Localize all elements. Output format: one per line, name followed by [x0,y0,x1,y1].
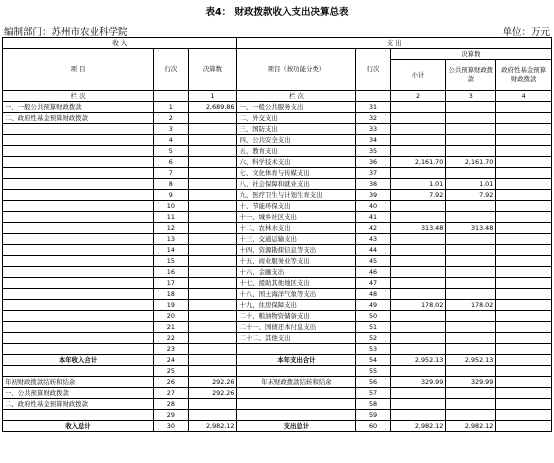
income-amount [188,344,237,355]
expense-gov-fund [496,157,552,168]
expense-rowno: 35 [356,146,390,157]
expense-subtotal [390,410,446,421]
expense-item: 五、教育支出 [237,146,356,157]
table-row [3,201,552,212]
expense-gov-fund [496,333,552,344]
col-label: 栏 次 [3,91,154,102]
income-item: 二、政府性基金预算财政拨款 [3,399,154,410]
expense-subtotal [390,146,446,157]
income-carry-label: 年初财政拨款结转和结余 [3,377,154,388]
income-item [3,344,154,355]
expense-rowno: 39 [356,190,390,201]
expense-public [446,146,496,157]
table-row [3,355,552,366]
expense-gov-fund [496,399,552,410]
expense-public [446,124,496,135]
expense-gov-fund [496,278,552,289]
income-rowno: 1 [154,102,188,113]
income-rowno: 3 [154,124,188,135]
table-row [3,322,552,333]
income-rowno: 20 [154,311,188,322]
expense-public: 313.48 [446,223,496,234]
expense-subtotal [390,267,446,278]
table-row [3,366,552,377]
expense-gov-fund [496,289,552,300]
income-rowno: 14 [154,245,188,256]
income-item: 一、一般公共预算财政拨款 [3,102,154,113]
expense-gov-fund [496,377,552,388]
income-item [3,190,154,201]
table-row [3,245,552,256]
expense-public [446,113,496,124]
expense-rowno: 33 [356,124,390,135]
income-rowno: 19 [154,300,188,311]
income-amount [188,311,237,322]
expense-item [237,399,356,410]
expense-public: 2,952.13 [446,355,496,366]
table-row [3,124,552,135]
income-item [3,300,154,311]
expense-item: 二十一、国债还本付息支出 [237,322,356,333]
income-amount [188,410,237,421]
expense-gov-fund [496,190,552,201]
expense-public [446,212,496,223]
income-item [3,366,154,377]
expense-rowno: 46 [356,267,390,278]
expense-gov-fund [496,168,552,179]
expense-public [446,102,496,113]
expense-rowno: 56 [356,377,390,388]
income-item [3,168,154,179]
expense-public [446,201,496,212]
table-row [3,311,552,322]
income-rowno: 8 [154,179,188,190]
income-amount [188,124,237,135]
expense-rowno: 31 [356,102,390,113]
income-rowno: 25 [154,366,188,377]
expense-item: 二十二、其他支出 [237,333,356,344]
table-row [3,190,552,201]
income-amount [188,267,237,278]
income-rowno: 2 [154,113,188,124]
expense-item: 十三、交通运输支出 [237,234,356,245]
income-rowno: 21 [154,322,188,333]
expense-rowno: 51 [356,322,390,333]
expense-public [446,168,496,179]
expense-public [446,344,496,355]
table-row [3,267,552,278]
expense-item: 十九、住房保障支出 [237,300,356,311]
report-title: 表4： 财政拨款收入支出决算总表 [205,7,349,18]
col1-label: 1 [188,91,237,102]
expense-subtotal: 1.01 [390,179,446,190]
expense-subtotal [390,135,446,146]
expense-header: 支 出 [237,38,552,49]
expense-public: 2,161.70 [446,157,496,168]
income-rowno: 24 [154,355,188,366]
income-rowno: 13 [154,234,188,245]
expense-rowno: 37 [356,168,390,179]
expense-public [446,278,496,289]
expense-subtotal: 329.99 [390,377,446,388]
expense-item: 十四、资源勘探信息等支出 [237,245,356,256]
expense-item: 七、文化体育与传媒支出 [237,168,356,179]
expense-subtotal [390,256,446,267]
income-rowno: 6 [154,157,188,168]
income-amount [188,190,237,201]
expense-public: 329.99 [446,377,496,388]
expense-subtotal [390,212,446,223]
expense-gov-fund [496,179,552,190]
income-item [3,201,154,212]
income-amount [188,333,237,344]
rowno2-header: 行次 [356,49,390,91]
income-item [3,146,154,157]
expense-gov-fund [496,322,552,333]
expense-item: 一、一般公共服务支出 [237,102,356,113]
income-item [3,124,154,135]
income-amount [188,113,237,124]
income-item [3,245,154,256]
income-item [3,278,154,289]
table-row [3,388,552,399]
expense-item: 三、国防支出 [237,124,356,135]
subtotal-header: 小计 [390,60,446,91]
expense-item: 六、科学技术支出 [237,157,356,168]
table-row [3,289,552,300]
expense-item: 十八、国土海洋气象等支出 [237,289,356,300]
table-row [3,256,552,267]
expense-item [237,366,356,377]
income-rowno: 29 [154,410,188,421]
income-rowno: 4 [154,135,188,146]
expense-subtotal: 2,982.12 [390,421,446,432]
expense-public [446,311,496,322]
expense-rowno: 42 [356,223,390,234]
income-rowno: 12 [154,223,188,234]
expense-item: 十七、援助其他地区支出 [237,278,356,289]
expense-subtotal: 178.02 [390,300,446,311]
table-row [3,377,552,388]
expense-subtotal: 7.92 [390,190,446,201]
income-header: 收 入 [3,38,237,49]
income-rowno: 7 [154,168,188,179]
expense-item: 九、医疗卫生与计划生育支出 [237,190,356,201]
expense-item [237,344,356,355]
item-header: 项 目 [3,49,154,91]
expense-item: 二十、粮油物资储备支出 [237,311,356,322]
table-row [3,102,552,113]
expense-subtotal [390,311,446,322]
expense-public [446,322,496,333]
expense-grand-total-label: 支出总计 [237,421,356,432]
income-item [3,223,154,234]
expense-gov-fund [496,146,552,157]
table-row [3,333,552,344]
income-item: 一、公共预算财政拨款 [3,388,154,399]
expense-gov-fund [496,300,552,311]
income-amount [188,201,237,212]
table-row [3,278,552,289]
col-label2: 栏 次 [237,91,356,102]
income-amount: 2,982.12 [188,421,237,432]
table-row [3,179,552,190]
expense-gov-fund [496,256,552,267]
amount-header: 决算数 [188,49,237,91]
income-rowno: 15 [154,256,188,267]
income-rowno: 18 [154,289,188,300]
expense-subtotal [390,168,446,179]
expense-rowno: 50 [356,311,390,322]
income-amount [188,212,237,223]
income-amount [188,168,237,179]
col3-label: 3 [446,91,496,102]
expense-public [446,267,496,278]
table-row [3,410,552,421]
table-row [3,421,552,432]
expense-public [446,399,496,410]
col2-label: 2 [390,91,446,102]
expense-item: 四、公共安全支出 [237,135,356,146]
expense-gov-fund [496,245,552,256]
expense-gov-fund [496,135,552,146]
expense-subtotal [390,289,446,300]
income-item [3,179,154,190]
income-item [3,410,154,421]
table-row [3,300,552,311]
expense-rowno: 44 [356,245,390,256]
budget-table [2,37,552,432]
income-rowno: 5 [154,146,188,157]
income-rowno: 27 [154,388,188,399]
expense-item: 十五、商业服务业等支出 [237,256,356,267]
income-item [3,267,154,278]
amount2-header: 决算数 [390,49,551,60]
table-row [3,113,552,124]
expense-rowno: 41 [356,212,390,223]
income-amount [188,223,237,234]
income-amount [188,146,237,157]
expense-gov-fund [496,223,552,234]
expense-rowno: 34 [356,135,390,146]
public-budget-header: 公共预算财政拨款 [446,60,496,91]
expense-gov-fund [496,366,552,377]
expense-gov-fund [496,113,552,124]
expense-item [237,410,356,421]
expense-public [446,366,496,377]
expense-rowno: 32 [356,113,390,124]
expense-item: 八、社会保障和就业支出 [237,179,356,190]
expense-public: 2,982.12 [446,421,496,432]
income-item [3,322,154,333]
table-row [3,168,552,179]
expense-public [446,410,496,421]
table-row [3,212,552,223]
income-item [3,212,154,223]
income-amount [188,366,237,377]
income-rowno: 17 [154,278,188,289]
expense-public: 7.92 [446,190,496,201]
expense-rowno: 52 [356,333,390,344]
income-amount [188,289,237,300]
income-amount [188,179,237,190]
income-amount [188,256,237,267]
expense-rowno: 59 [356,410,390,421]
expense-rowno: 49 [356,300,390,311]
expense-rowno: 60 [356,421,390,432]
expense-carry-label: 年末财政拨款结转和结余 [237,377,356,388]
expense-gov-fund [496,311,552,322]
income-rowno: 26 [154,377,188,388]
org-label: 编制部门：苏州市农业科学院 [4,27,128,38]
income-item [3,157,154,168]
expense-gov-fund [496,355,552,366]
expense-gov-fund [496,267,552,278]
expense-rowno: 47 [356,278,390,289]
income-amount: 292.26 [188,377,237,388]
expense-subtotal [390,201,446,212]
income-item: 二、政府性基金预算财政拨款 [3,113,154,124]
expense-gov-fund [496,388,552,399]
income-amount [188,135,237,146]
income-rowno: 23 [154,344,188,355]
income-total-label: 本年收入合计 [3,355,154,366]
expense-item: 十、节能环保支出 [237,201,356,212]
expense-subtotal [390,102,446,113]
expense-rowno: 38 [356,179,390,190]
expense-subtotal [390,344,446,355]
income-grand-total-label: 收入总计 [3,421,154,432]
income-item [3,234,154,245]
income-amount [188,278,237,289]
table-row [3,344,552,355]
expense-public [446,256,496,267]
income-rowno: 22 [154,333,188,344]
income-amount: 292.26 [188,388,237,399]
expense-rowno: 58 [356,399,390,410]
table-row [3,399,552,410]
expense-public [446,135,496,146]
expense-public [446,245,496,256]
expense-subtotal [390,278,446,289]
expense-gov-fund [496,124,552,135]
income-item [3,311,154,322]
income-amount [188,300,237,311]
expense-gov-fund [496,201,552,212]
expense-rowno: 45 [356,256,390,267]
expense-subtotal [390,322,446,333]
rowno-header: 行次 [154,49,188,91]
expense-gov-fund [496,421,552,432]
income-amount [188,322,237,333]
income-amount [188,245,237,256]
expense-subtotal [390,234,446,245]
expense-subtotal: 2,161.70 [390,157,446,168]
expense-gov-fund [496,102,552,113]
gov-fund-header: 政府性基金预算财政拨款 [496,60,552,91]
expense-public [446,333,496,344]
income-amount [188,399,237,410]
expense-rowno: 55 [356,366,390,377]
expense-item: 二、外交支出 [237,113,356,124]
expense-public [446,388,496,399]
expense-public [446,234,496,245]
table-row [3,146,552,157]
expense-item: 十六、金融支出 [237,267,356,278]
expense-rowno: 54 [356,355,390,366]
func-item-header: 项目（按功能分类） [237,49,356,91]
expense-subtotal [390,388,446,399]
income-rowno: 16 [154,267,188,278]
expense-public: 178.02 [446,300,496,311]
expense-gov-fund [496,410,552,421]
expense-gov-fund [496,212,552,223]
expense-rowno: 43 [356,234,390,245]
income-item [3,333,154,344]
income-rowno: 9 [154,190,188,201]
expense-rowno: 40 [356,201,390,212]
table-row [3,157,552,168]
expense-public [446,289,496,300]
expense-rowno: 57 [356,388,390,399]
expense-subtotal [390,113,446,124]
income-rowno: 10 [154,201,188,212]
income-amount [188,355,237,366]
expense-subtotal [390,333,446,344]
expense-subtotal [390,366,446,377]
expense-public: 1.01 [446,179,496,190]
table-row [3,223,552,234]
table-row [3,234,552,245]
income-amount [188,234,237,245]
unit-label: 单位：万元 [502,27,550,38]
expense-subtotal: 313.48 [390,223,446,234]
income-item [3,289,154,300]
income-item [3,256,154,267]
income-amount: 2,689.86 [188,102,237,113]
expense-rowno: 48 [356,289,390,300]
expense-subtotal [390,124,446,135]
income-rowno: 30 [154,421,188,432]
expense-item [237,388,356,399]
expense-gov-fund [496,234,552,245]
expense-rowno: 36 [356,157,390,168]
income-amount [188,157,237,168]
expense-rowno: 53 [356,344,390,355]
expense-gov-fund [496,344,552,355]
expense-item: 十一、城乡社区支出 [237,212,356,223]
income-rowno: 11 [154,212,188,223]
expense-subtotal [390,245,446,256]
expense-total-label: 本年支出合计 [237,355,356,366]
expense-subtotal [390,399,446,410]
expense-item: 十二、农林水支出 [237,223,356,234]
col4-label: 4 [496,91,552,102]
income-rowno: 28 [154,399,188,410]
expense-subtotal: 2,952.13 [390,355,446,366]
income-item [3,135,154,146]
table-row [3,135,552,146]
